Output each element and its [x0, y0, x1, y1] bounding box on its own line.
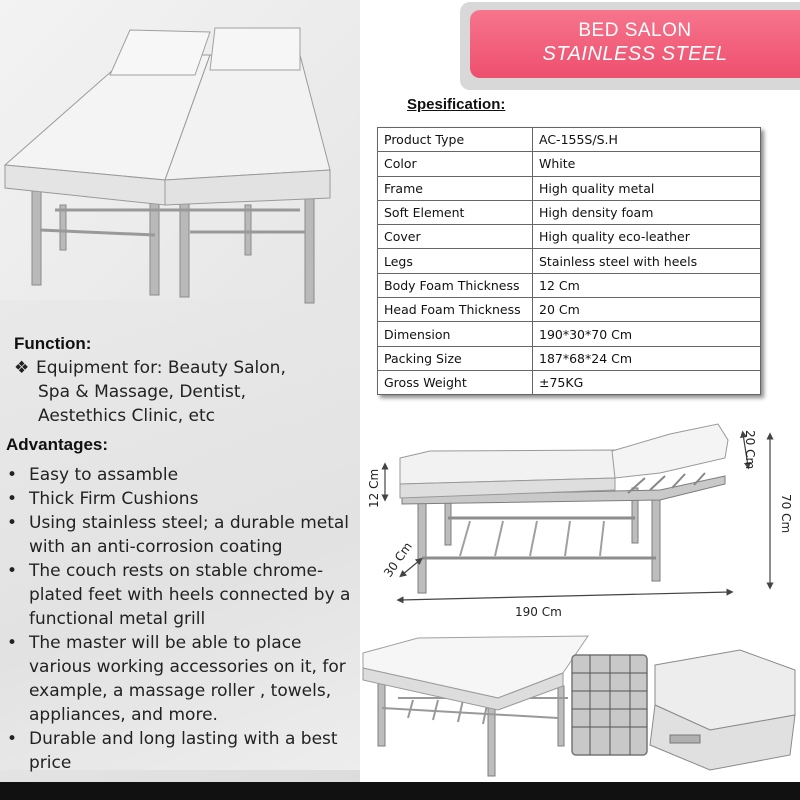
spec-key: Gross Weight [378, 370, 533, 394]
spec-value: ±75KG [533, 370, 761, 394]
spec-value: 190*30*70 Cm [533, 322, 761, 346]
spec-key: Frame [378, 176, 533, 200]
spec-value: White [533, 152, 761, 176]
list-item: • Easy to assamble [6, 463, 356, 487]
body-thickness-label: 12 Cm [367, 468, 381, 508]
list-item: • The couch rests on stable chrome-plated feet with heels connected by a functional metal grill [6, 559, 356, 631]
title-banner [470, 10, 800, 78]
list-item: • Thick Firm Cushions [6, 487, 356, 511]
advantages-list [6, 463, 356, 775]
table-row [378, 128, 761, 152]
spec-title: Spesification: [407, 96, 506, 113]
spec-value: High quality metal [533, 176, 761, 200]
head-thickness-label: 20 Cm [743, 430, 757, 470]
banner-subtitle: STAINLESS STEEL [542, 43, 728, 65]
width-label: 30 Cm [380, 539, 415, 580]
table-row [378, 298, 761, 322]
table-row [378, 273, 761, 297]
spec-key: Body Foam Thickness [378, 273, 533, 297]
spec-value: 12 Cm [533, 273, 761, 297]
list-item: • The master will be able to place various working accessories on it, for example, a massage roller , towels, appliances, and more. [6, 631, 356, 727]
spec-key: Soft Element [378, 200, 533, 224]
spec-key: Packing Size [378, 346, 533, 370]
length-label: 190 Cm [515, 605, 562, 619]
bottom-bar [0, 782, 800, 800]
product-photo-packaging [560, 645, 800, 780]
banner-title: BED SALON [578, 20, 692, 41]
list-item: • Durable and long lasting with a best price [6, 727, 356, 775]
height-label: 70 Cm [779, 494, 793, 534]
spec-value: 20 Cm [533, 298, 761, 322]
table-row [378, 322, 761, 346]
spec-value: High quality eco-leather [533, 225, 761, 249]
spec-key: Cover [378, 225, 533, 249]
spec-value: AC-155S/S.H [533, 128, 761, 152]
table-row [378, 176, 761, 200]
list-item: • Using stainless steel; a durable metal with an anti-corrosion coating [6, 511, 356, 559]
dimension-drawing [360, 418, 800, 630]
table-row [378, 200, 761, 224]
product-photo-two-beds [0, 20, 345, 305]
function-line-3: Aestethics Clinic, etc [38, 406, 215, 426]
table-row [378, 346, 761, 370]
spec-key: Legs [378, 249, 533, 273]
spec-key: Head Foam Thickness [378, 298, 533, 322]
spec-value: High density foam [533, 200, 761, 224]
spec-table [377, 127, 761, 395]
table-row [378, 225, 761, 249]
table-row [378, 152, 761, 176]
function-text [14, 356, 334, 428]
function-line-2: Spa & Massage, Dentist, [38, 382, 246, 402]
spec-key: Dimension [378, 322, 533, 346]
function-line-1: Equipment for: Beauty Salon, [36, 358, 286, 378]
table-row [378, 249, 761, 273]
spec-value: Stainless steel with heels [533, 249, 761, 273]
spec-key: Color [378, 152, 533, 176]
table-row [378, 370, 761, 394]
spec-value: 187*68*24 Cm [533, 346, 761, 370]
spec-key: Product Type [378, 128, 533, 152]
diamond-bullet-icon: ❖ [14, 358, 30, 378]
advantages-title: Advantages: [6, 435, 109, 454]
function-title: Function: [14, 334, 92, 353]
